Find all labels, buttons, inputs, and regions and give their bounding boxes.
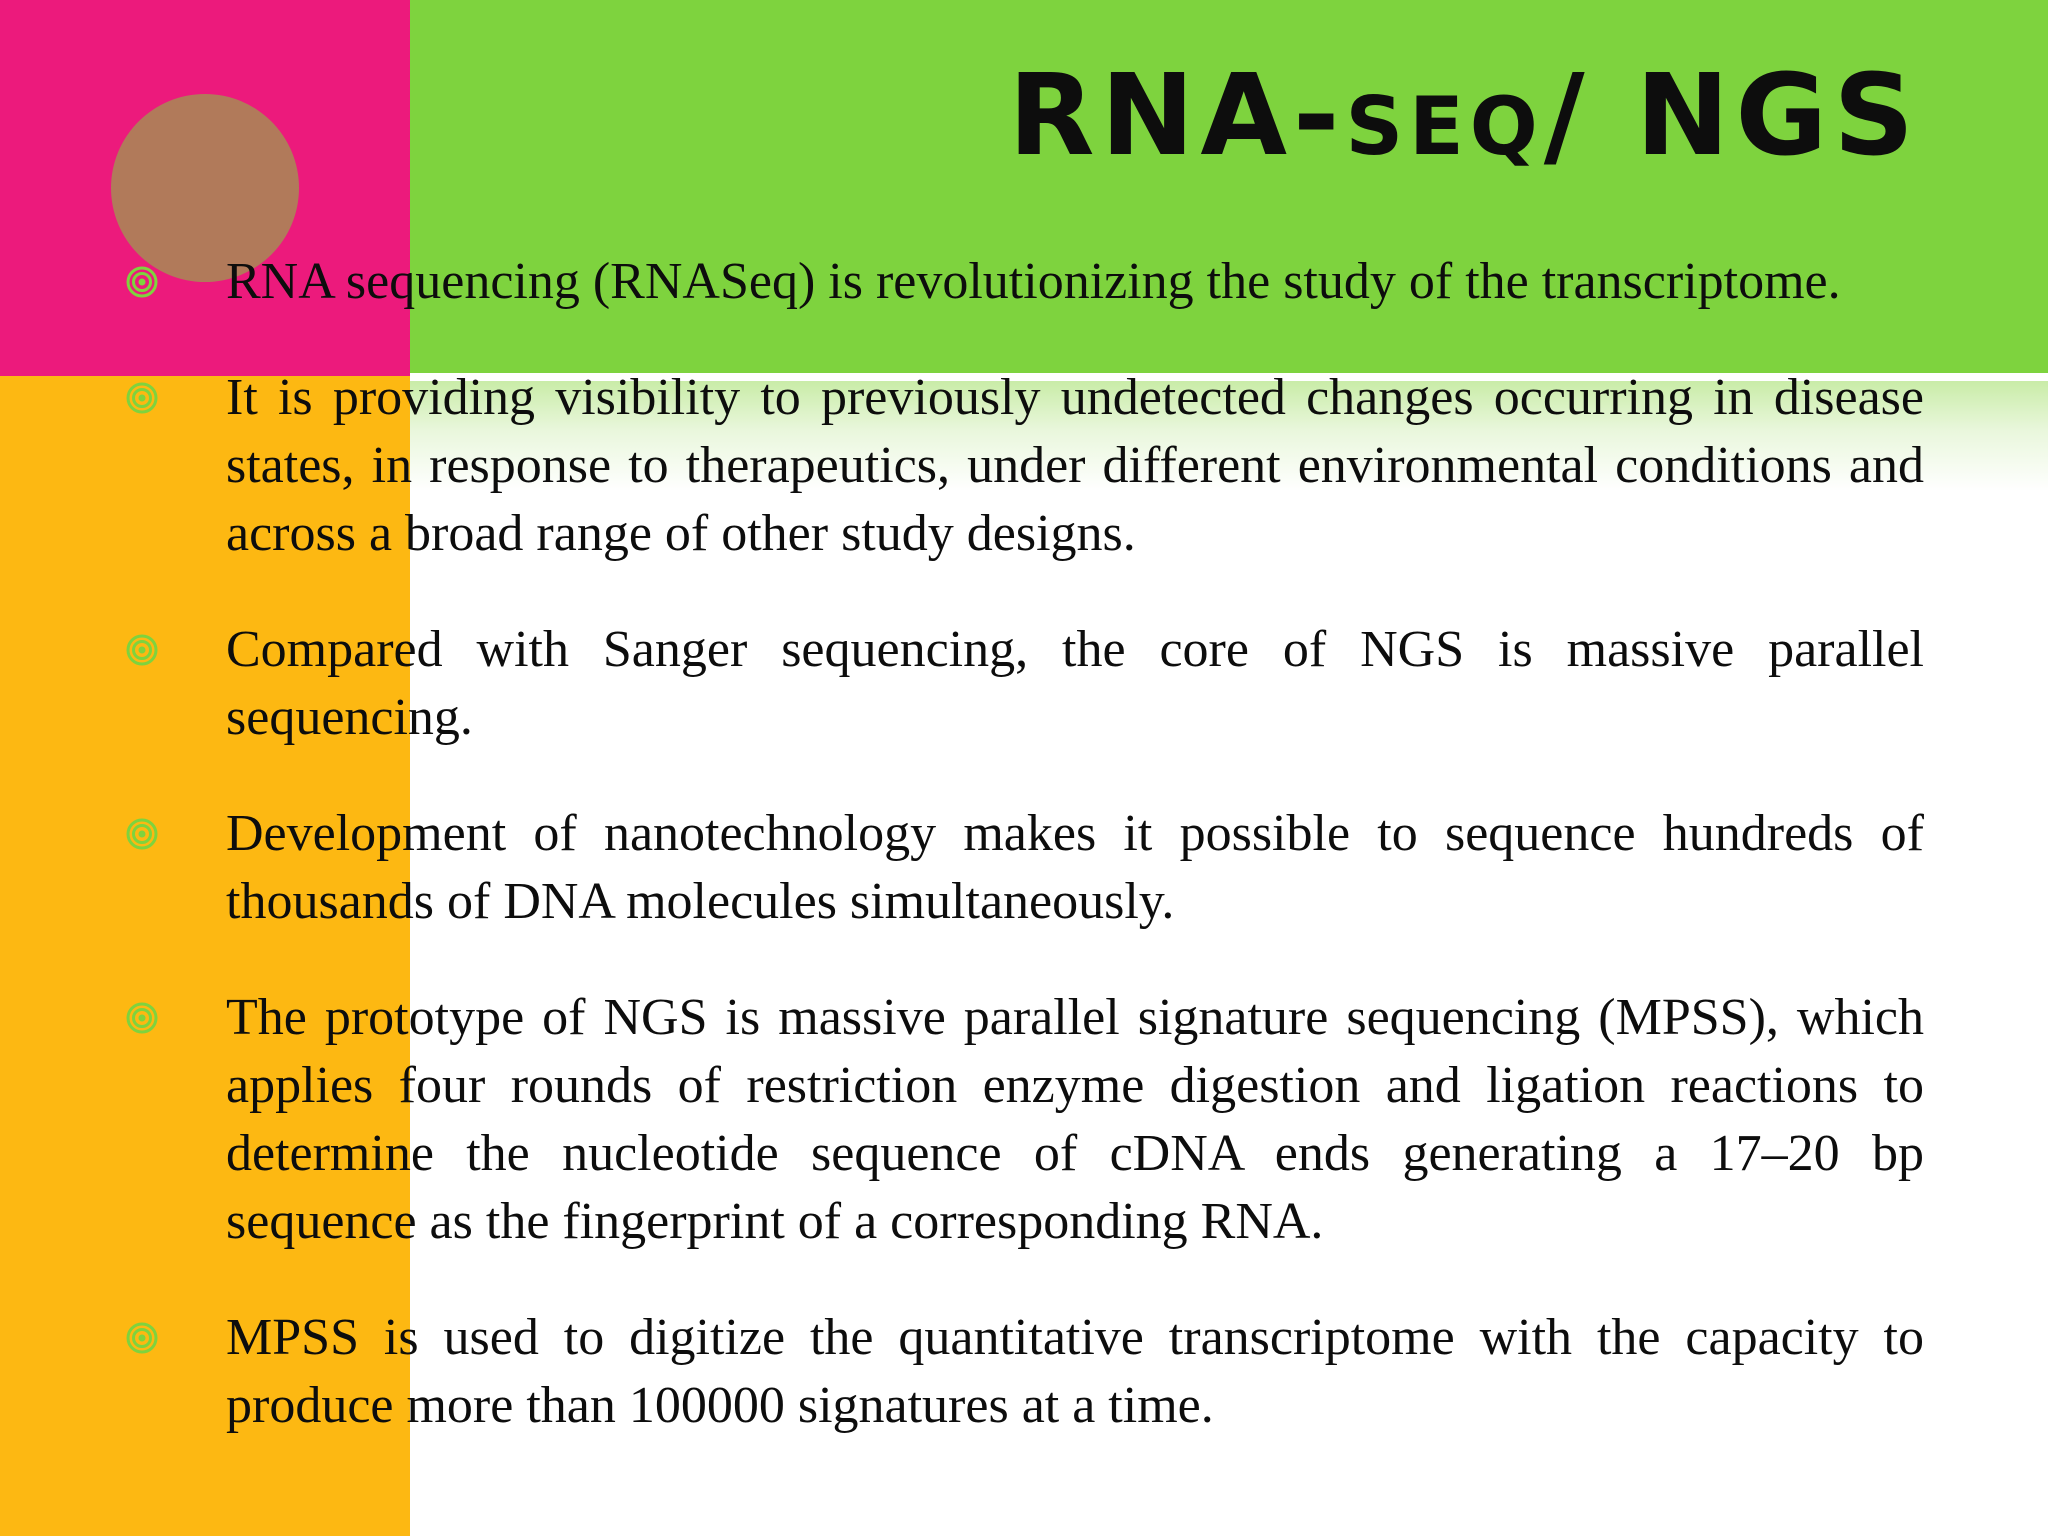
concentric-circle-bullet-icon [125,265,159,299]
concentric-circle-bullet-icon [125,381,159,415]
bullet-item [0,1304,2048,1440]
bullet-text: RNA sequencing (RNASeq) is revolutionizing the study of the transcriptome. [226,253,1841,310]
bullet-item [0,248,2048,316]
concentric-circle-bullet-icon [125,817,159,851]
slide-title [1008,52,1920,181]
bullet-text: Development of nanotechnology makes it possible to sequence hundreds of thousands of DNA molecules simultaneously. [226,805,1924,930]
title-small-caps: SEQ [1345,80,1544,173]
bullet-item [0,800,2048,936]
bullet-text: It is providing visibility to previously undetected changes occurring in disease states, in response to therapeutics, under different environmental conditions and across a broad range of other study designs. [226,369,1924,562]
concentric-circle-bullet-icon [125,1001,159,1035]
bullet-item [0,364,2048,568]
bullet-text: MPSS is used to digitize the quantitative transcriptome with the capacity to produce more than 100000 signatures at a time. [226,1309,1924,1434]
bullet-text: Compared with Sanger sequencing, the core of NGS is massive parallel sequencing. [226,621,1924,746]
bullet-item [0,616,2048,752]
title-rest: / NGS [1543,51,1920,181]
concentric-circle-bullet-icon [125,1321,159,1355]
bullet-item [0,984,2048,1256]
title-main: RNA- [1008,51,1346,181]
bullet-list [0,248,2048,1488]
concentric-circle-bullet-icon [125,633,159,667]
bullet-text: The prototype of NGS is massive parallel signature sequencing (MPSS), which applies four rounds of restriction enzyme digestion and ligation reactions to determine the nucleotide sequence of cDNA ends generating a 17–20 bp sequence as the fingerprint of a corresponding RNA. [226,989,1924,1250]
